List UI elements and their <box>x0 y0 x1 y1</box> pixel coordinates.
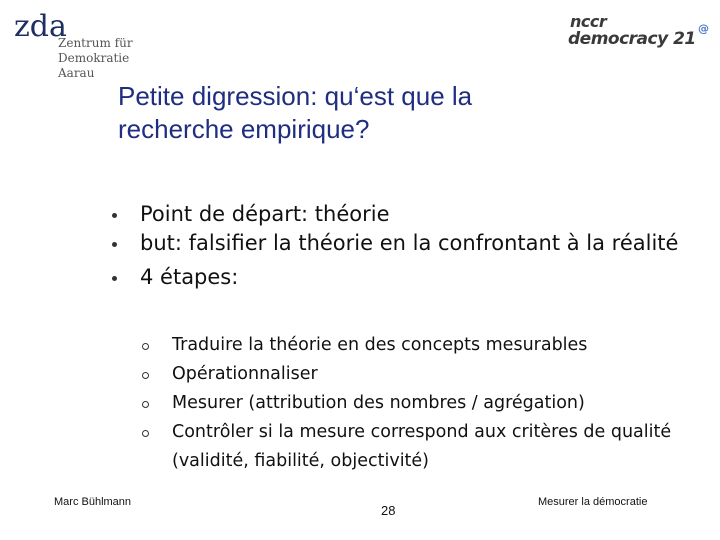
footer-topic: Mesurer la démocratie <box>538 496 648 508</box>
sub-bullet-item <box>138 389 698 418</box>
bullet-item <box>108 229 708 258</box>
bullet-dot-icon <box>112 276 117 281</box>
zda-logo-line: Aarau <box>58 66 95 80</box>
bullet-item <box>108 263 708 292</box>
zda-logo <box>14 10 144 80</box>
bullet-item <box>108 200 708 229</box>
bullet-text: 4 étapes: <box>140 265 239 289</box>
hollow-circle-bullet-icon <box>142 343 149 350</box>
zda-logo-text <box>58 36 133 81</box>
zda-logo-line: Zentrum für <box>58 36 133 50</box>
zda-logo-mark: zda <box>14 9 67 44</box>
nccr-logo-at: @ <box>698 22 709 35</box>
hollow-circle-bullet-icon <box>142 430 149 437</box>
bullet-list <box>108 200 708 292</box>
bullet-text: but: falsifier la théorie en la confrontant à la réalité <box>140 231 679 255</box>
zda-logo-line: Demokratie <box>58 51 130 65</box>
sub-bullet-text: Contrôler si la mesure correspond aux critères de qualité (validité, fiabilité, objectivité) <box>172 422 672 471</box>
sub-bullet-item <box>138 360 698 389</box>
nccr-democracy-logo <box>568 12 713 52</box>
nccr-logo-line1: nccr <box>570 12 607 31</box>
hollow-circle-bullet-icon <box>142 372 149 379</box>
sub-bullet-text: Mesurer (attribution des nombres / agrégation) <box>172 393 585 413</box>
hollow-circle-bullet-icon <box>142 401 149 408</box>
page-number: 28 <box>381 503 396 518</box>
sub-bullet-text: Opérationnaliser <box>172 364 318 384</box>
sub-bullet-text: Traduire la théorie en des concepts mesurables <box>172 335 588 355</box>
slide-title-line: Petite digression: qu‘est que la <box>118 81 473 111</box>
sub-bullet-item <box>138 331 698 360</box>
slide-title-line: recherche empirique? <box>118 114 370 144</box>
sub-bullet-list <box>138 331 698 476</box>
footer-author: Marc Bühlmann <box>54 496 132 508</box>
bullet-dot-icon <box>112 242 117 247</box>
sub-bullet-item <box>138 418 698 476</box>
slide-title <box>118 80 618 146</box>
bullet-text: Point de départ: théorie <box>140 202 390 226</box>
bullet-dot-icon <box>112 213 117 218</box>
nccr-logo-line2: democracy 21 <box>568 29 696 49</box>
